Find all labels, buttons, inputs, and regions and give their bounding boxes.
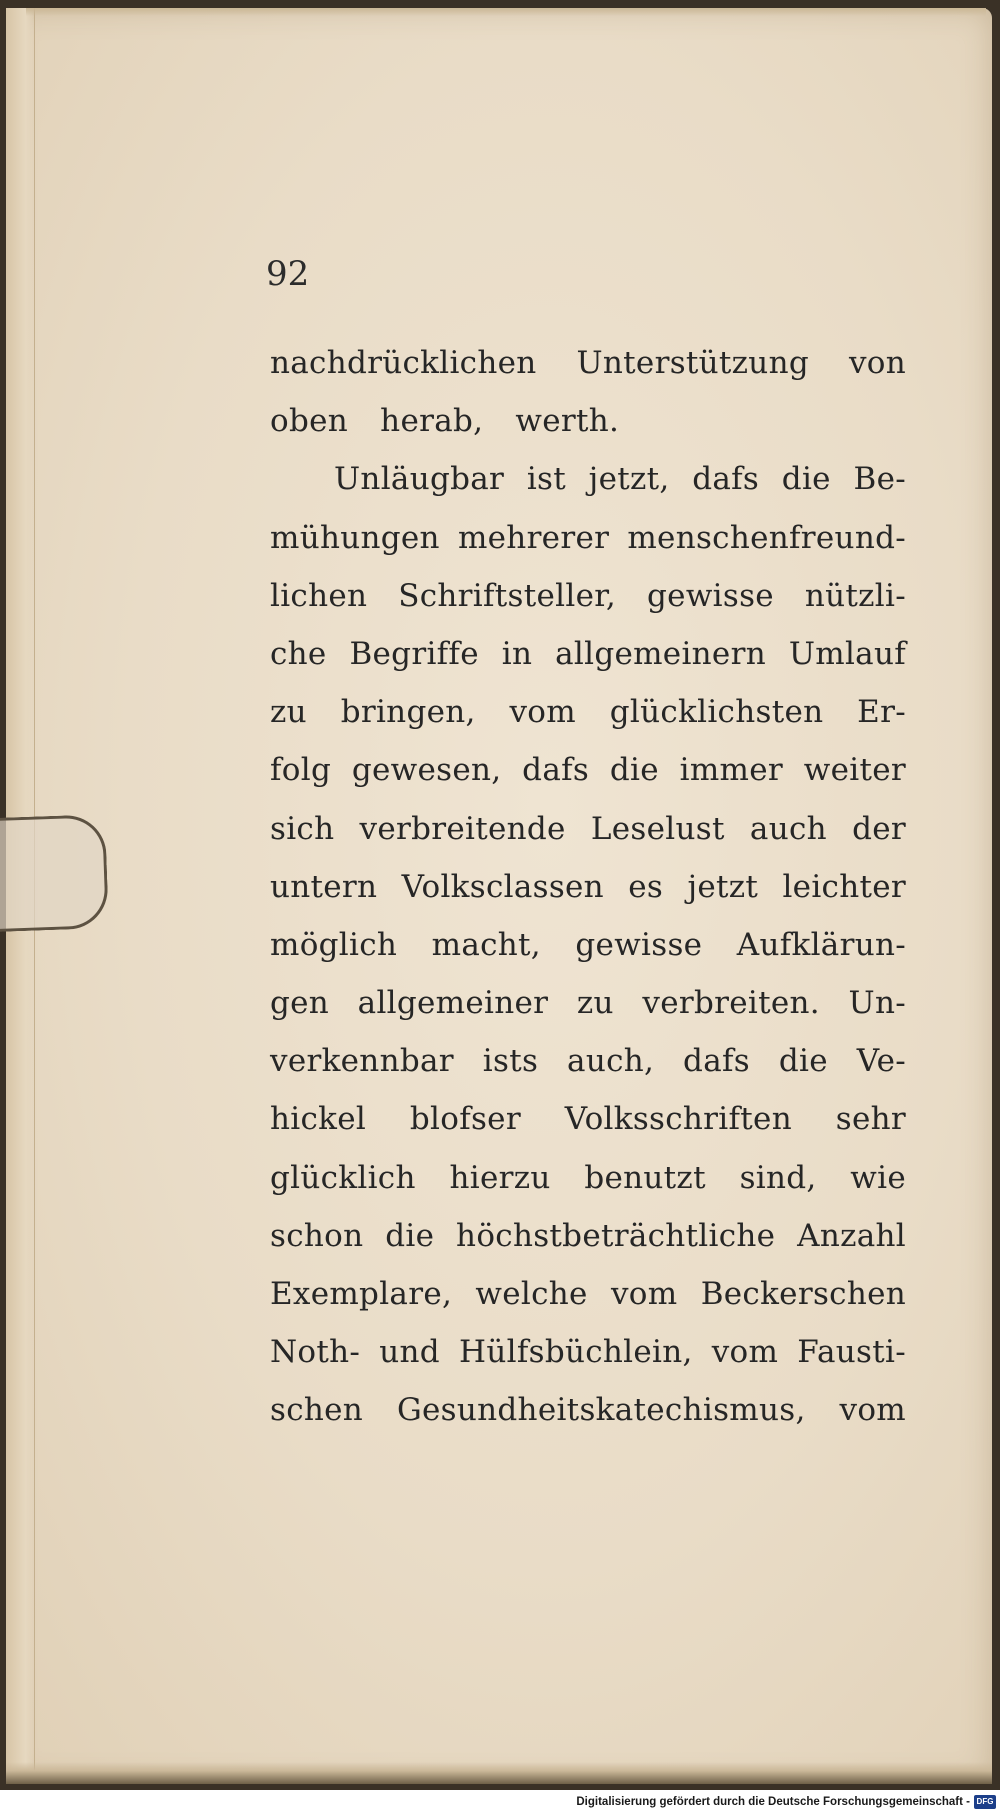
text-line: Exemplare, welche vom Beckerschen <box>270 1276 906 1312</box>
text-line: Noth- und Hülfsbüchlein, vom Fausti- <box>270 1334 906 1371</box>
text-line: lichen Schriftsteller, gewisse nützli- <box>270 577 906 614</box>
text-line: möglich macht, gewisse Aufklärun- <box>270 926 906 963</box>
page-top-edge <box>26 8 986 16</box>
text-line: glücklich hierzu benutzt sind, wie <box>270 1159 906 1196</box>
text-line: schen Gesundheitskatechismus, vom <box>270 1392 906 1429</box>
text-line: folg gewesen, dafs die immer weiter <box>270 752 906 789</box>
text-line: che Begriffe in allgemeinern Umlauf <box>270 635 906 672</box>
text-line: mühungen mehrerer menschenfreund- <box>270 519 906 556</box>
text-line: nachdrücklichen Unterstützung von <box>270 345 906 381</box>
dfg-logo-icon: DFG <box>974 1795 996 1809</box>
text-line: Unläugbar ist jetzt, dafs die Be- <box>334 461 906 498</box>
footer-bar <box>0 1790 1000 1815</box>
text-line: verkennbar ists auch, dafs die Ve- <box>270 1043 906 1080</box>
text-line: zu bringen, vom glücklichsten Er- <box>270 694 906 731</box>
bookmark-tab <box>0 814 109 932</box>
funding-credit: Digitalisierung gefördert durch die Deutsche Forschungsgemeinschaft - <box>576 1796 970 1808</box>
body-text <box>270 334 906 1440</box>
text-line: untern Volksclassen es jetzt leichter <box>270 868 906 905</box>
page-number: 92 <box>266 254 310 294</box>
text-line: schon die höchstbeträchtliche Anzahl <box>270 1217 906 1254</box>
text-line: sich verbreitende Leselust auch der <box>270 810 906 847</box>
text-line: oben herab, werth. <box>270 403 620 440</box>
page-bottom-edge <box>6 1762 992 1784</box>
text-line: hickel blofser Volksschriften sehr <box>270 1101 906 1138</box>
text-line: gen allgemeiner zu verbreiten. Un- <box>270 985 906 1022</box>
book-page <box>6 8 992 1784</box>
